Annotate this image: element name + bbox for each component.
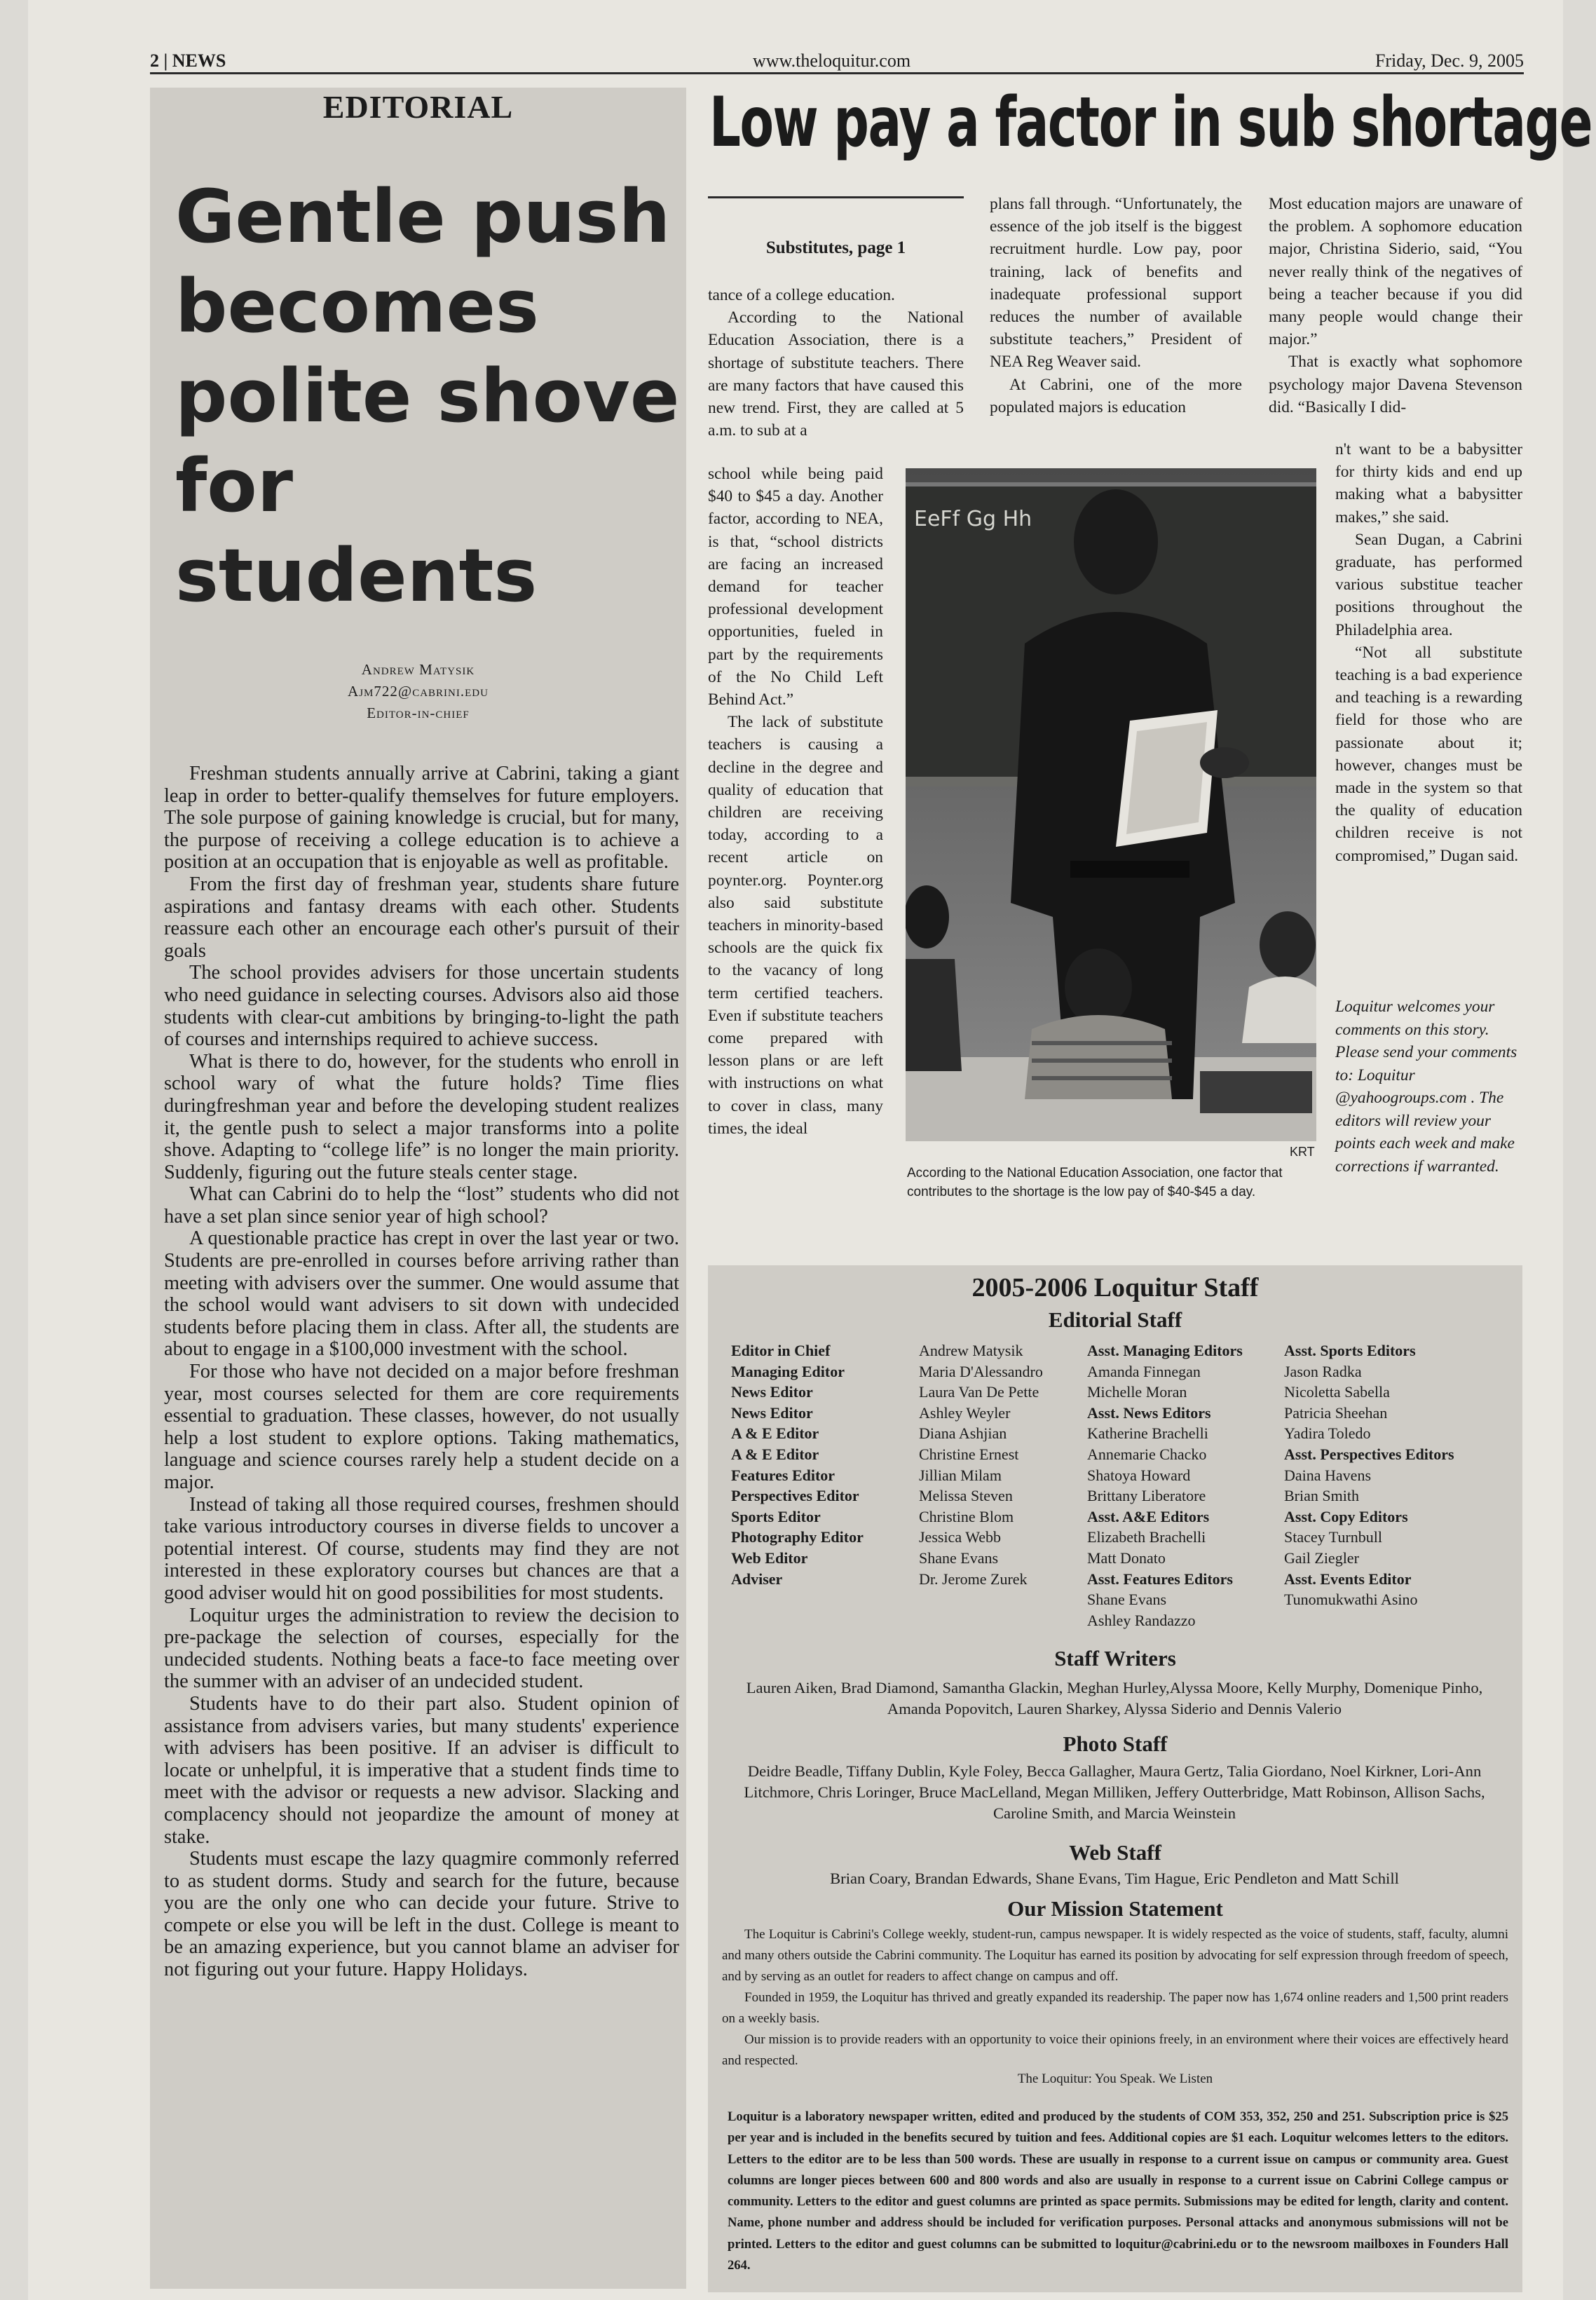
article-paragraph: Sean Dugan, a Cabrini graduate, has performed various substitue teacher positions throughout the Philadelphia area. xyxy=(1335,530,1522,639)
staff-name: Laura Van De Pette xyxy=(919,1383,1039,1401)
staff-name: Maria D'Alessandro xyxy=(919,1362,1043,1380)
roster-assistants-1 xyxy=(1087,1340,1280,1631)
staff-role: Photography Editor xyxy=(731,1528,864,1546)
staff-entry: Asst. Features Editors xyxy=(1087,1570,1233,1588)
article-paragraph: n't want to be a babysitter for thirty kids and end up making what a babysitter makes,” she said. xyxy=(1335,440,1522,526)
staff-entry: Asst. Events Editor xyxy=(1284,1570,1412,1588)
staff-name: Christine Blom xyxy=(919,1507,1014,1525)
roster-roles xyxy=(731,1340,913,1589)
staff-role: News Editor xyxy=(731,1383,813,1401)
staff-entry: Asst. Sports Editors xyxy=(1284,1342,1416,1359)
editorial-paragraph: What is there to do, however, for the students who enroll in school wary of what the future holds? Time flies duringfreshman year and before the developing student realizes it, the gentle push to select a major transforms into a polite shove. Adapting to “college life” is no longer the main priority. Suddenly, figuring out the future steals center stage. xyxy=(164,1050,679,1183)
staff-entry: Yadira Toledo xyxy=(1284,1424,1371,1443)
staff-role: Web Editor xyxy=(731,1549,808,1567)
mission-heading: Our Mission Statement xyxy=(1007,1896,1223,1921)
staff-entry: Jason Radka xyxy=(1284,1362,1362,1380)
editorial-paragraph: From the first day of freshman year, students share future aspirations and fantasy dreams with each other. Students reassure each other an encourage each other's pursuit of their goals xyxy=(164,873,679,962)
staff-name: Jessica Webb xyxy=(919,1528,1001,1546)
editorial-paragraph: Students have to do their part also. Student opinion of assistance from advisers varies, but many students' experience with advisers has been positive. If an adviser is difficult to locate or unhelpful, it is imperative that a student finds time to meet with the advisor or requests a new advisor. Slacking and complacency should not jeopardize the amount of money at stake. xyxy=(164,1692,679,1848)
staff-entry: Shatoya Howard xyxy=(1087,1466,1191,1484)
staff-role: Editor in Chief xyxy=(731,1342,831,1359)
staff-entry: Annemarie Chacko xyxy=(1087,1445,1207,1463)
staff-name: Christine Ernest xyxy=(919,1445,1019,1463)
photo-staff: Deidre Beadle, Tiffany Dublin, Kyle Foley, Becca Gallagher, Maura Gertz, Talia Giordano, Noel Kirkner, Lori-Ann Litchmore, Chris Loringer, Bruce MacLelland, Megan Milliken, Jeffery Outterbridge, Matt Robinson, Allison Sachs, Caroline Smith, and Marcia Weinstein xyxy=(744,1762,1485,1822)
letters-note: Loquitur welcomes your comments on this story. Please send your comments to: Loquitur @yahoogroups.com . The editors will review your points each week and make corrections if warranted. xyxy=(1335,998,1517,1176)
staff-entry: Stacey Turnbull xyxy=(1284,1528,1382,1546)
roster-assistants-2 xyxy=(1284,1340,1515,1610)
staff-entry: Brittany Liberatore xyxy=(1087,1487,1206,1505)
jump-line: Substitutes, page 1 xyxy=(765,238,906,257)
editorial-body xyxy=(164,763,679,1981)
staff-entry: Nicoletta Sabella xyxy=(1284,1383,1390,1401)
article-paragraph: According to the National Education Association, there is a shortage of substitute teachers. There are many factors that have caused this new trend. First, they are called at 5 a.m. to sub at a xyxy=(708,308,964,440)
staff-writers-heading: Staff Writers xyxy=(1054,1646,1176,1670)
photo-staff-heading: Photo Staff xyxy=(1063,1731,1168,1756)
article-column-3 xyxy=(1269,193,1522,419)
editorial-paragraph: Loquitur urges the administration to review the decision to pre-package the selection of courses, especially for the undecided students. Nothing beats a face-to face meeting over the summer with an adviser of an undecided student. xyxy=(164,1604,679,1693)
staff-name: Ashley Weyler xyxy=(919,1403,1011,1422)
editorial-paragraph: The school provides advisers for those uncertain students who need guidance in selecting courses. Advisors also aid those students with clear-cut ambitions by bringing-to-light the path of courses and internships required to achieve success. xyxy=(164,962,679,1051)
editorial-paragraph: Students must escape the lazy quagmire commonly referred to as student dorms. Study and search for the future, because you are the only one who can decide your future. Strive to compete or else you will be left in the dust. College is meant to be an amazing experience, but you cannot blame an adviser for not figuring out your future. Happy Holidays. xyxy=(164,1848,679,1981)
tagline: The Loquitur: You Speak. We Listen xyxy=(1017,2071,1213,2086)
staff-entry: Gail Ziegler xyxy=(1284,1549,1359,1567)
editorial-staff-heading: Editorial Staff xyxy=(1048,1307,1182,1332)
article-column-3b xyxy=(1335,438,1522,867)
byline-email: Ajm722@cabrini.edu xyxy=(348,683,489,700)
photo-caption: According to the National Education Association, one factor that contributes to the shortage is the low pay of $40-$45 a day. xyxy=(907,1166,1283,1199)
article-paragraph: “Not all substitute teaching is a bad experience and teaching is a rewarding field for those who are passionate about it; however, changes must be made in the system so that the quality of education children receive is not compromised,” Dugan said. xyxy=(1335,643,1522,865)
article-paragraph: school while being paid $40 to $45 a day. Another factor, according to NEA, is that, “school districts are facing an increased demand for teacher professional development opportunities, fueled in part by the requirements of the No Child Left Behind Act.” xyxy=(708,465,883,709)
staff-name: Shane Evans xyxy=(919,1549,999,1567)
article-column-1b xyxy=(708,463,883,1140)
article-photo xyxy=(906,468,1316,1141)
article-column-1 xyxy=(708,284,964,442)
staff-entry: Asst. Perspectives Editors xyxy=(1284,1445,1454,1463)
teacher-classroom-image xyxy=(906,468,1316,1141)
divider xyxy=(708,196,964,198)
staff-entry: Katherine Brachelli xyxy=(1087,1424,1208,1443)
section-label: 2 | NEWS xyxy=(150,50,226,71)
staff-title: 2005-2006 Loquitur Staff xyxy=(971,1273,1259,1302)
article-headline: Low pay a factor in sub shortage xyxy=(709,83,1592,163)
staff-entry: Matt Donato xyxy=(1087,1549,1166,1567)
editorial-label: EDITORIAL xyxy=(322,89,514,125)
staff-entry: Patricia Sheehan xyxy=(1284,1403,1388,1422)
staff-entry: Amanda Finnegan xyxy=(1087,1362,1201,1380)
staff-entry: Michelle Moran xyxy=(1087,1383,1187,1401)
staff-name: Melissa Steven xyxy=(919,1487,1013,1505)
page-header xyxy=(150,49,1524,74)
editorial-paragraph: Instead of taking all those required courses, freshmen should take various introductory courses in diverse fields to uncover a potential interest. Of course, students may find they are not interested in these exploratory courses but chances are that a good adviser would hit on good possibilities for most students. xyxy=(164,1493,679,1604)
roster-names xyxy=(919,1340,1087,1589)
issue-date: Friday, Dec. 9, 2005 xyxy=(1375,50,1524,71)
staff-role: Features Editor xyxy=(731,1466,835,1484)
staff-role: News Editor xyxy=(731,1403,813,1422)
staff-role: Perspectives Editor xyxy=(731,1487,859,1505)
editorial-paragraph: For those who have not decided on a major before freshman year, most courses selected for them are core requirements essential to graduation. These classes, however, do not usually help a lost student to explore options. Taking mathematics, language and science courses rarely help a student decide on a major. xyxy=(164,1361,679,1493)
staff-role: A & E Editor xyxy=(731,1424,819,1443)
byline-title: Editor-in-chief xyxy=(367,705,470,721)
staff-entry: Ashley Randazzo xyxy=(1087,1611,1196,1629)
article-column-2 xyxy=(990,193,1242,419)
staff-writers: Lauren Aiken, Brad Diamond, Samantha Glackin, Meghan Hurley,Alyssa Moore, Kelly Murphy, Domenique Pinho, Amanda Popovitch, Lauren Sharkey, Alyssa Siderio and Dennis Valerio xyxy=(746,1679,1483,1717)
article-paragraph: plans fall through. “Unfortunately, the essence of the job itself is the biggest recruitment hurdle. Low pay, poor training, lack of benefits and inadequate professional support reduces the number of available substitute teachers,” President of NEA Reg Weaver said. xyxy=(990,195,1242,372)
staff-name: Andrew Matysik xyxy=(919,1342,1023,1359)
editorial-headline: Gentle push becomes polite shove for students xyxy=(175,174,680,618)
staff-name: Diana Ashjian xyxy=(919,1424,1007,1443)
article-paragraph: The lack of substitute teachers is causing a decline in the degree and quality of education that children are receiving today, according to a recent article on poynter.org. Poynter.org also said substitute teachers in minority-based schools are the quick fix to the vacancy of long term certified teachers. Even if substitute teachers come prepared with lesson plans or are left with instructions on what to cover in class, many times, the ideal xyxy=(708,713,883,1138)
mission-paragraph: The Loquitur is Cabrini's College weekly, student-run, campus newspaper. It is widely respected as the voice of students, staff, faculty, alumni and many others outside the Cabrini community. The Loquitur has earned its position by advocating for self expression through freedom of speech, and by serving as an outlet for readers to affect change on campus and off. xyxy=(722,1927,1508,1984)
chalkboard-text: EeFf Gg Hh xyxy=(914,507,1032,531)
staff-role: A & E Editor xyxy=(731,1445,819,1463)
byline-name: Andrew Matysik xyxy=(361,661,475,678)
web-staff-heading: Web Staff xyxy=(1069,1840,1161,1865)
article-paragraph: That is exactly what sophomore psychology major Davena Stevenson did. “Basically I did- xyxy=(1269,353,1522,416)
byline xyxy=(150,659,686,724)
publication-policy: Loquitur is a laboratory newspaper written, edited and produced by the students of COM 353, 352, 250 and 251. Subscription price is $25 per year and is included in the benefits secured by tuition and fees. Additional copies are $1 each. Loquitur welcomes letters to the editors. Letters to the editor are to be less than 500 words. These are usually in response to a current issue on campus or community area. Guest columns are longer pieces between 600 and 800 words and also are usually in response to a current issue on Cabrini College campus or community. Letters to the editor and guest columns are printed as space permits. Submissions may be edited for length, clarity and content. Name, phone number and address should be included for verification purposes. Personal attacks and anonymous submissions will not be printed. Letters to the editor and guest columns can be submitted to loquitur@cabrini.edu or to the newsroom mailboxes in Founders Hall 264. xyxy=(728,2109,1508,2273)
staff-entry: Brian Smith xyxy=(1284,1487,1359,1505)
article-paragraph: tance of a college education. xyxy=(708,286,895,304)
staff-entry: Shane Evans xyxy=(1087,1591,1167,1609)
staff-role: Managing Editor xyxy=(731,1362,845,1380)
mission-paragraph: Founded in 1959, the Loquitur has thrived and greatly expanded its readership. The paper now has 1,674 online readers and 1,500 print readers on a weekly basis. xyxy=(722,1990,1508,2026)
staff-entry: Asst. News Editors xyxy=(1087,1403,1211,1422)
editorial-paragraph: What can Cabrini do to help the “lost” students who did not have a set plan since senior year of high school? xyxy=(164,1183,679,1227)
staff-entry: Asst. Managing Editors xyxy=(1087,1342,1243,1359)
staff-entry: Tunomukwathi Asino xyxy=(1284,1591,1418,1609)
web-staff: Brian Coary, Brandan Edwards, Shane Evans, Tim Hague, Eric Pendleton and Matt Schill xyxy=(830,1870,1399,1887)
staff-entry: Asst. Copy Editors xyxy=(1284,1507,1408,1525)
article-paragraph: At Cabrini, one of the more populated majors is education xyxy=(990,375,1242,416)
editorial-paragraph: Freshman students annually arrive at Cabrini, taking a giant leap in order to better-qualify themselves for future employers. The sole purpose of gaining knowledge is crucial, but for many, the purpose of receiving a college education is to achieve a position at an occupation that is enjoyable as well as profitable. xyxy=(164,763,679,873)
mission-statement xyxy=(722,1924,1508,2071)
staff-entry: Elizabeth Brachelli xyxy=(1087,1528,1206,1546)
mission-paragraph: Our mission is to provide readers with an opportunity to voice their opinions freely, in an environment where their voices are effectively heard and respected. xyxy=(722,2032,1508,2068)
staff-entry: Daina Havens xyxy=(1284,1466,1372,1484)
staff-name: Dr. Jerome Zurek xyxy=(919,1570,1028,1588)
article-paragraph: Most education majors are unaware of the problem. A sophomore education major, Christina Siderio, said, “You never really think of the negatives of being a teacher because if you did many people would change their major.” xyxy=(1269,195,1522,349)
staff-name: Jillian Milam xyxy=(919,1466,1002,1484)
staff-role: Adviser xyxy=(731,1570,783,1588)
staff-entry: Asst. A&E Editors xyxy=(1087,1507,1210,1525)
editorial-paragraph: A questionable practice has crept in over the last year or two. Students are pre-enrolled in courses before arriving rather than meeting with advisers over the summer. One would assume that the school would want advisers to sit down with undecided students before placing them in class. After all, the students are about to engage in a $100,000 investment with the school. xyxy=(164,1227,679,1361)
photo-credit: KRT xyxy=(1290,1145,1315,1159)
site-url: www.theloquitur.com xyxy=(753,50,911,71)
staff-role: Sports Editor xyxy=(731,1507,821,1525)
